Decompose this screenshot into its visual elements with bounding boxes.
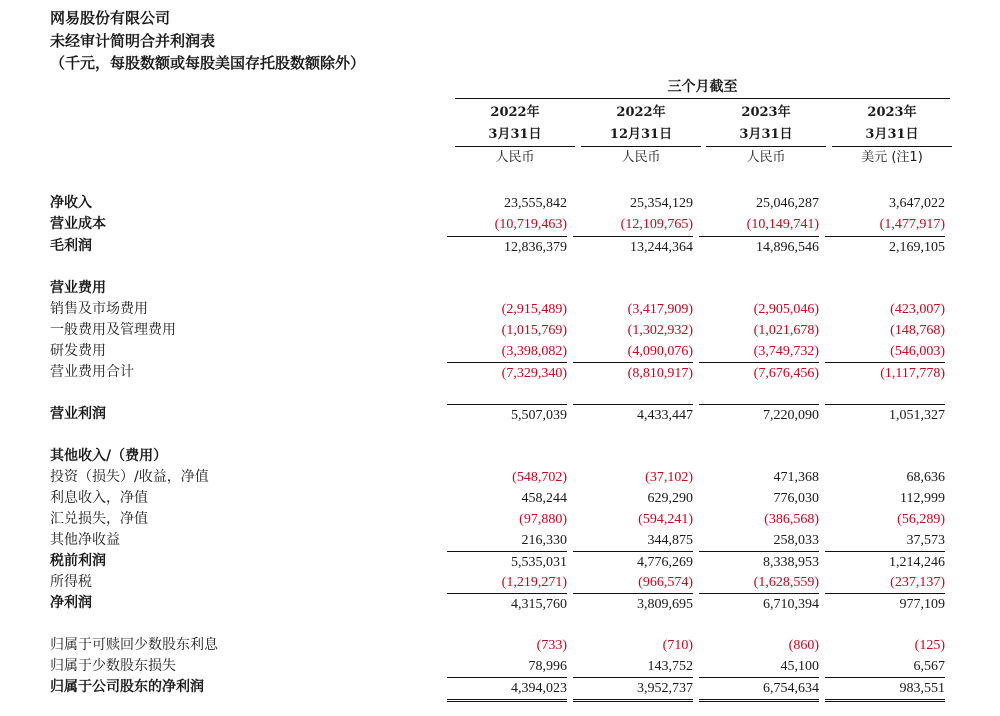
value-cell: (386,568)	[764, 512, 819, 527]
value-cell: 13,244,364	[573, 236, 693, 258]
table-row	[0, 320, 1000, 341]
value-cell: (3,749,732)	[753, 344, 819, 359]
table-row	[0, 446, 1000, 467]
value-cell: (3,417,909)	[627, 302, 693, 317]
value-cell: (2,915,489)	[501, 302, 567, 317]
value-cell: (860)	[788, 638, 819, 653]
value-cell: 25,046,287	[756, 196, 819, 211]
value-cell: (10,149,741)	[746, 217, 819, 232]
row-label: 研发费用	[50, 343, 106, 359]
value-cell: 37,573	[906, 533, 945, 548]
value-cell: 1,051,327	[825, 404, 945, 426]
value-cell: 6,567	[913, 659, 945, 674]
column-header-year: 2022年	[490, 105, 540, 120]
row-label: 其他净收益	[50, 532, 120, 548]
value-cell: 977,109	[825, 593, 945, 615]
row-label: 归属于可赎回少数股东利息	[50, 637, 218, 653]
value-cell: (733)	[536, 638, 567, 653]
value-cell: 143,752	[647, 659, 693, 674]
value-cell: 14,896,546	[699, 236, 819, 258]
value-cell: 112,999	[900, 491, 945, 506]
column-header-currency: 人民币	[621, 150, 661, 165]
value-cell: 4,776,269	[573, 551, 693, 573]
value-cell: (7,329,340)	[447, 362, 567, 384]
value-cell: 45,100	[780, 659, 819, 674]
value-cell: 983,551	[825, 677, 945, 702]
value-cell: (546,003)	[890, 344, 945, 359]
column-header-date: 3月31日	[455, 124, 575, 147]
table-row	[0, 299, 1000, 320]
value-cell: 471,368	[773, 470, 819, 485]
value-cell: (1,302,932)	[627, 323, 693, 338]
row-label: 其他收入/（费用）	[50, 448, 168, 464]
row-label: 营业成本	[50, 216, 106, 232]
table-row	[0, 677, 1000, 698]
row-label: 销售及市场费用	[50, 301, 148, 317]
value-cell: (10,719,463)	[494, 217, 567, 232]
value-cell: 2,169,105	[825, 236, 945, 258]
column-header	[832, 102, 952, 169]
column-header-date: 3月31日	[706, 124, 826, 147]
value-cell: 78,996	[528, 659, 567, 674]
table-row	[0, 530, 1000, 551]
value-cell: 8,338,953	[699, 551, 819, 573]
value-cell: (56,289)	[897, 512, 945, 527]
value-cell: (125)	[914, 638, 945, 653]
value-cell: 5,535,031	[447, 551, 567, 573]
table-row	[0, 404, 1000, 425]
value-cell: 68,636	[906, 470, 945, 485]
value-cell: (37,102)	[645, 470, 693, 485]
value-cell: 23,555,842	[504, 196, 567, 211]
row-label: 营业费用合计	[50, 364, 134, 380]
value-cell: (1,219,271)	[501, 575, 567, 590]
table-row	[0, 635, 1000, 656]
column-header-year: 2022年	[616, 105, 666, 120]
value-cell: (548,702)	[512, 470, 567, 485]
company-name: 网易股份有限公司	[50, 9, 171, 27]
column-header	[581, 102, 701, 169]
value-cell: 7,220,090	[699, 404, 819, 426]
column-header-date: 12月31日	[581, 124, 701, 147]
value-cell: 6,710,394	[699, 593, 819, 615]
table-row	[0, 572, 1000, 593]
value-cell: (148,768)	[890, 323, 945, 338]
row-label: 归属于公司股东的净利润	[50, 679, 204, 695]
value-cell: (8,810,917)	[573, 362, 693, 384]
statement-title: 未经审计简明合并利润表	[50, 32, 216, 50]
value-cell: (12,109,765)	[620, 217, 693, 232]
row-label: 汇兑损失，净值	[50, 511, 148, 527]
table-row	[0, 467, 1000, 488]
table-row	[0, 551, 1000, 572]
value-cell: 458,244	[521, 491, 567, 506]
value-cell: 25,354,129	[630, 196, 693, 211]
value-cell: 4,315,760	[447, 593, 567, 615]
column-header-currency: 人民币	[746, 150, 786, 165]
table-row	[0, 236, 1000, 257]
value-cell: (1,015,769)	[501, 323, 567, 338]
value-cell: (710)	[662, 638, 693, 653]
table-row	[0, 656, 1000, 677]
table-row	[0, 509, 1000, 530]
value-cell: 12,836,379	[447, 236, 567, 258]
row-label: 净收入	[50, 195, 92, 211]
value-cell: 3,809,695	[573, 593, 693, 615]
value-cell: (423,007)	[890, 302, 945, 317]
value-cell: (237,137)	[890, 575, 945, 590]
column-header-date: 3月31日	[832, 124, 952, 147]
period-header: 三个月截至	[455, 76, 950, 99]
value-cell: 3,647,022	[889, 196, 945, 211]
row-label: 净利润	[50, 595, 92, 611]
value-cell: 1,214,246	[825, 551, 945, 573]
row-label: 利息收入，净值	[50, 490, 148, 506]
column-header-currency: 美元 (注1)	[861, 150, 923, 165]
value-cell: (1,117,778)	[825, 362, 945, 384]
table-row	[0, 214, 1000, 235]
table-row	[0, 193, 1000, 214]
column-header-year: 2023年	[867, 105, 917, 120]
table-row	[0, 278, 1000, 299]
value-cell: (966,574)	[638, 575, 693, 590]
value-cell: (7,676,456)	[699, 362, 819, 384]
value-cell: (2,905,046)	[753, 302, 819, 317]
value-cell: 258,033	[773, 533, 819, 548]
value-cell: 5,507,039	[447, 404, 567, 426]
table-row	[0, 593, 1000, 614]
table-row	[0, 362, 1000, 383]
row-label: 税前利润	[50, 553, 106, 569]
value-cell: 4,394,023	[447, 677, 567, 702]
column-header-year: 2023年	[741, 105, 791, 120]
value-cell: (594,241)	[638, 512, 693, 527]
value-cell: 6,754,634	[699, 677, 819, 702]
row-label: 毛利润	[50, 238, 92, 254]
value-cell: 629,290	[647, 491, 693, 506]
table-row	[0, 341, 1000, 362]
value-cell: 3,952,737	[573, 677, 693, 702]
row-label: 所得税	[50, 574, 92, 590]
units-note: （千元，每股数额或每股美国存托股数额除外）	[50, 54, 366, 72]
row-label: 投资（损失）/收益，净值	[50, 469, 209, 485]
row-label: 一般费用及管理费用	[50, 322, 176, 338]
value-cell: (3,398,082)	[501, 344, 567, 359]
row-label: 营业费用	[50, 280, 106, 296]
value-cell: (1,477,917)	[879, 217, 945, 232]
value-cell: 4,433,447	[573, 404, 693, 426]
column-header	[706, 102, 826, 169]
value-cell: 776,030	[773, 491, 819, 506]
value-cell: 344,875	[647, 533, 693, 548]
table-row	[0, 488, 1000, 509]
row-label: 营业利润	[50, 406, 106, 422]
row-label: 归属于少数股东损失	[50, 658, 176, 674]
value-cell: (4,090,076)	[627, 344, 693, 359]
column-header	[455, 102, 575, 169]
column-header-currency: 人民币	[495, 150, 535, 165]
value-cell: 216,330	[521, 533, 567, 548]
value-cell: (1,628,559)	[753, 575, 819, 590]
value-cell: (1,021,678)	[753, 323, 819, 338]
value-cell: (97,880)	[519, 512, 567, 527]
